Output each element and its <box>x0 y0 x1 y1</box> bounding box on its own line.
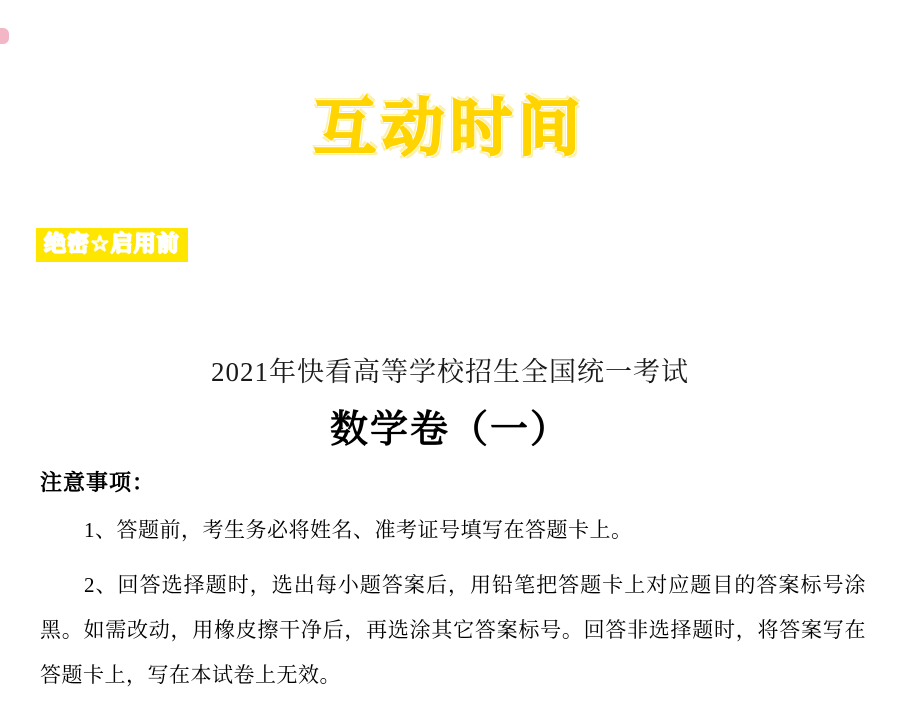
list-item: 1、答题前，考生务必将姓名、准考证号填写在答题卡上。 <box>84 518 633 542</box>
secret-label-after: 启用前 <box>110 232 180 257</box>
star-icon: ☆ <box>90 232 111 257</box>
secret-label <box>36 228 188 262</box>
notes-heading: 注意事项： <box>40 470 156 495</box>
secret-label-before: 绝密 <box>44 232 91 257</box>
banner-title: 互动时间 <box>313 91 586 164</box>
notes-list <box>40 508 866 698</box>
corner-mark-decoration <box>0 28 9 44</box>
list-item: 2、回答选择题时，选出每小题答案后，用铅笔把答题卡上对应题目的答案标号涂黑。如需改动，用橡皮擦干净后，再选涂其它答案标号。回答非选择题时，将答案写在答题卡上，写在本试卷上无效。 <box>40 573 866 687</box>
exam-title: 数学卷（一） <box>329 409 570 451</box>
exam-subtitle: 2021年快看高等学校招生全国统一考试 <box>211 357 689 387</box>
